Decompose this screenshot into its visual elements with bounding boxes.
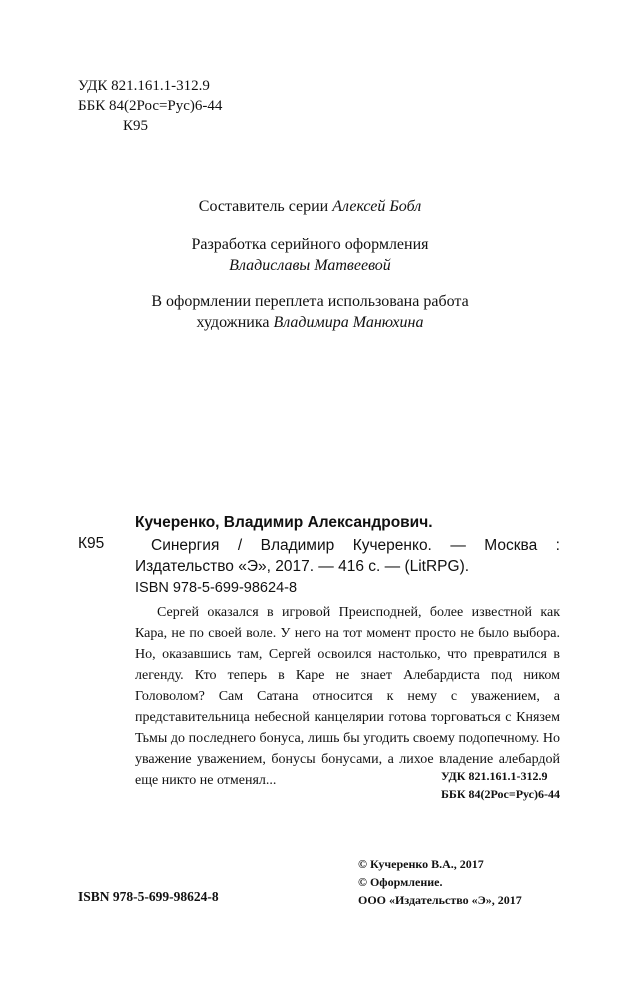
series-compiler bbox=[0, 196, 620, 217]
classification-codes bbox=[78, 76, 222, 136]
bottom-bbk-code: ББК 84(2Рос=Рус)6-44 bbox=[440, 787, 560, 801]
series-design-label: Разработка серийного оформления bbox=[191, 236, 429, 253]
udk-code: УДК 821.161.1-312.9 bbox=[78, 78, 210, 94]
bottom-classification-codes bbox=[441, 767, 560, 803]
catalog-author-mark: К95 bbox=[78, 535, 105, 552]
series-design-name: Владиславы Матвеевой bbox=[229, 257, 391, 274]
copyright-notices bbox=[358, 855, 522, 909]
series-compiler-name: Алексей Бобл bbox=[332, 198, 422, 215]
cover-credit-name: Владимира Манюхина bbox=[273, 314, 424, 331]
copyright-publisher: ООО «Издательство «Э», 2017 bbox=[358, 893, 522, 907]
isbn-bottom: ISBN 978-5-699-98624-8 bbox=[78, 889, 219, 904]
cover-credit-label: В оформлении переплета использована работа bbox=[151, 293, 469, 310]
catalog-author: Кучеренко, Владимир Александрович. bbox=[135, 514, 433, 531]
cover-credit bbox=[0, 291, 620, 333]
cover-credit-prefix: художника bbox=[196, 314, 274, 331]
catalog-isbn: ISBN 978-5-699-98624-8 bbox=[135, 580, 298, 596]
bbk-code: ББК 84(2Рос=Рус)6-44 bbox=[78, 98, 223, 114]
bottom-udk-code: УДК 821.161.1-312.9 bbox=[440, 769, 548, 783]
catalog-description: Синергия / Владимир Кучеренко. — Москва : Издательство «Э», 2017. — 416 с. — (LitRPG). bbox=[135, 537, 560, 575]
author-mark: К95 bbox=[123, 118, 149, 134]
copyright-author: © Кучеренко В.А., 2017 bbox=[358, 857, 484, 871]
series-design bbox=[0, 234, 620, 276]
copyright-design: © Оформление. bbox=[358, 875, 443, 889]
series-compiler-label: Составитель серии bbox=[198, 198, 333, 215]
book-annotation: Сергей оказался в игровой Преисподней, более известной как Кара, не по своей воле. У него на тот момент просто не было выбора. Но, оказавшись там, Сергей освоился настолько, что превратился в легенду. Кто теперь в Каре не знает Алебардиста под ником Головолом? Сам Сатана относится к нему с уважением, а представительница небесной канцелярии готова торговаться с Князем Тьмы до последнего бонуса, лишь бы угодить своему подопечному. Но уважение уважением, бонусы бонусами, а лихое владение алебардой еще никто не отменял... bbox=[135, 605, 560, 788]
